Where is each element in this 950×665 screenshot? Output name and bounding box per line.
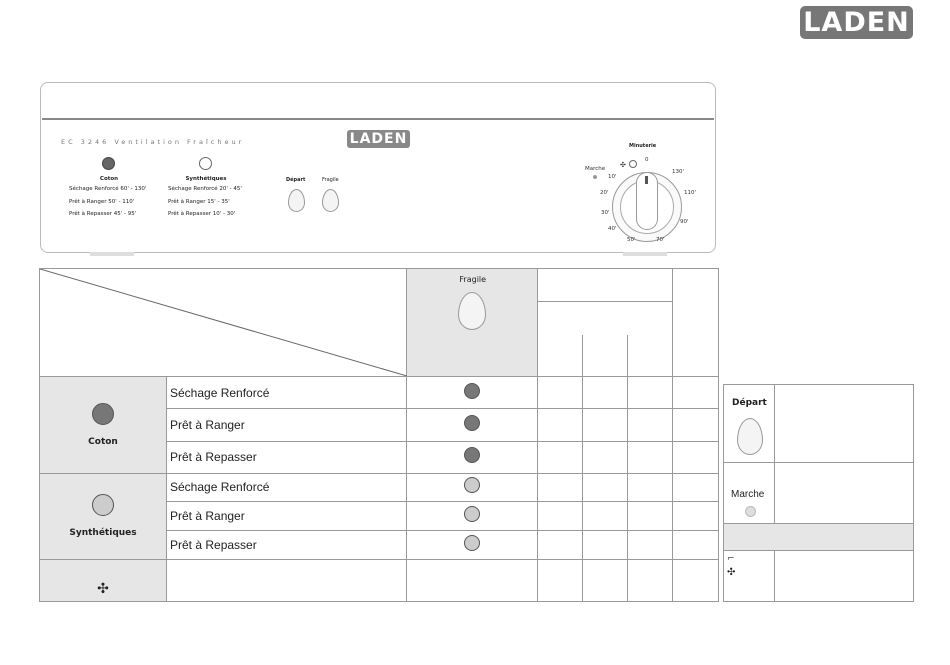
timer-pointer xyxy=(645,176,648,184)
hanger-icon: ⌐ xyxy=(727,554,735,564)
panel-divider xyxy=(42,118,714,120)
table-cell xyxy=(673,441,719,473)
row-label: Prêt à Repasser xyxy=(167,441,407,473)
table-cell xyxy=(583,501,628,530)
row-label: Prêt à Repasser xyxy=(167,530,407,559)
table-cell xyxy=(167,559,407,601)
timer-mark: 20' xyxy=(600,190,609,196)
marche-indicator xyxy=(745,506,756,517)
table-cell xyxy=(628,473,673,501)
synthetic-icon xyxy=(464,535,480,551)
marche-label: Marche xyxy=(585,166,606,172)
panel-foot-left xyxy=(90,252,134,256)
row-label: Prêt à Ranger xyxy=(167,501,407,530)
timer-mark: 0 xyxy=(645,157,649,163)
row-label: Séchage Renforcé xyxy=(167,377,407,409)
fragile-cell xyxy=(407,441,538,473)
brand-logo: LADEN xyxy=(800,6,913,39)
table-cell xyxy=(583,530,628,559)
table-cell xyxy=(583,377,628,409)
table-cell xyxy=(538,530,583,559)
table-diagonal-header xyxy=(40,269,407,377)
marche-indicator xyxy=(593,175,597,179)
table-cell xyxy=(628,441,673,473)
table-cell xyxy=(673,559,719,601)
cotton-icon xyxy=(102,157,115,170)
table-cell xyxy=(673,530,719,559)
depart-label: Départ xyxy=(286,177,306,183)
fragile-header-label: Fragile xyxy=(459,275,487,284)
synthetic-icon xyxy=(92,494,114,520)
legend-box xyxy=(723,384,914,602)
row-label: Prêt à Ranger xyxy=(167,409,407,441)
fragile-button[interactable] xyxy=(322,189,339,212)
synthetic-title: Synthétiques xyxy=(185,176,227,182)
fragile-cell xyxy=(407,409,538,441)
fragile-cell xyxy=(407,473,538,501)
timer-title: Minuterie xyxy=(629,143,657,149)
cotton-group-cell xyxy=(40,377,167,473)
table-cell xyxy=(538,441,583,473)
table-cell xyxy=(673,377,719,409)
timer-mark: 70' xyxy=(656,237,665,243)
timer-mark: 10' xyxy=(608,174,617,180)
synthetic-group-cell xyxy=(40,473,167,559)
cotton-icon xyxy=(92,403,114,429)
panel-foot-right xyxy=(623,252,667,256)
synthetic-icon xyxy=(464,506,480,522)
fragile-button[interactable] xyxy=(458,292,486,330)
fan-icon: ✣ xyxy=(40,559,167,601)
cotton-icon xyxy=(464,447,480,463)
program-table xyxy=(39,268,719,602)
timer-mark: 110' xyxy=(684,190,697,196)
table-cell xyxy=(538,377,583,409)
table-cell xyxy=(673,501,719,530)
synthetic-icon xyxy=(464,477,480,493)
timer-mark: 40' xyxy=(608,226,617,232)
table-cell xyxy=(628,559,673,601)
timer-mark: 90' xyxy=(680,219,689,225)
cotton-title: Coton xyxy=(99,176,119,182)
time-header-cell xyxy=(538,269,673,377)
table-cell xyxy=(538,501,583,530)
fan-icon: ✣ xyxy=(727,567,736,578)
table-cell xyxy=(583,473,628,501)
table-cell xyxy=(407,559,538,601)
table-cell xyxy=(673,473,719,501)
synthetic-group-label: Synthétiques xyxy=(69,528,137,539)
legend-marche-label: Marche xyxy=(731,489,765,500)
cotton-line: Séchage Renforcé 60' - 130' xyxy=(69,186,147,192)
model-label: EC 3246 Ventilation Fraîcheur xyxy=(61,138,245,146)
extra-header-cell xyxy=(673,269,719,377)
cotton-line: Prêt à Ranger 50' - 110' xyxy=(69,199,135,205)
depart-button[interactable] xyxy=(737,418,763,455)
cotton-line: Prêt à Repasser 45' - 95' xyxy=(69,211,137,217)
fragile-cell xyxy=(407,377,538,409)
timer-mark: 30' xyxy=(601,210,610,216)
table-cell xyxy=(583,409,628,441)
timer-mark: 50' xyxy=(627,237,636,243)
table-cell xyxy=(628,501,673,530)
table-cell xyxy=(583,441,628,473)
hanger-icon xyxy=(629,160,637,168)
timer-mark: 130' xyxy=(672,169,685,175)
table-cell xyxy=(538,409,583,441)
table-cell xyxy=(538,473,583,501)
synthetic-icon xyxy=(199,157,212,170)
diagonal-line xyxy=(40,269,407,376)
cotton-group-label: Coton xyxy=(88,436,118,447)
cotton-icon xyxy=(464,383,480,399)
table-cell xyxy=(538,559,583,601)
synthetic-line: Prêt à Repasser 10' - 30' xyxy=(168,211,236,217)
fan-icon: ✣ xyxy=(620,161,626,169)
fragile-label: Fragile xyxy=(322,177,339,183)
legend-depart-label: Départ xyxy=(732,398,767,408)
table-cell xyxy=(673,409,719,441)
row-label: Séchage Renforcé xyxy=(167,473,407,501)
cotton-icon xyxy=(464,415,480,431)
depart-button[interactable] xyxy=(288,189,305,212)
table-cell xyxy=(628,409,673,441)
synthetic-line: Séchage Renforcé 20' - 45' xyxy=(168,186,242,192)
table-cell xyxy=(628,377,673,409)
table-cell xyxy=(628,530,673,559)
fragile-header-cell xyxy=(407,269,538,377)
panel-brand-logo: LADEN xyxy=(347,130,410,148)
table-cell xyxy=(583,559,628,601)
fragile-cell xyxy=(407,501,538,530)
fragile-cell xyxy=(407,530,538,559)
synthetic-line: Prêt à Ranger 15' - 35' xyxy=(168,199,230,205)
